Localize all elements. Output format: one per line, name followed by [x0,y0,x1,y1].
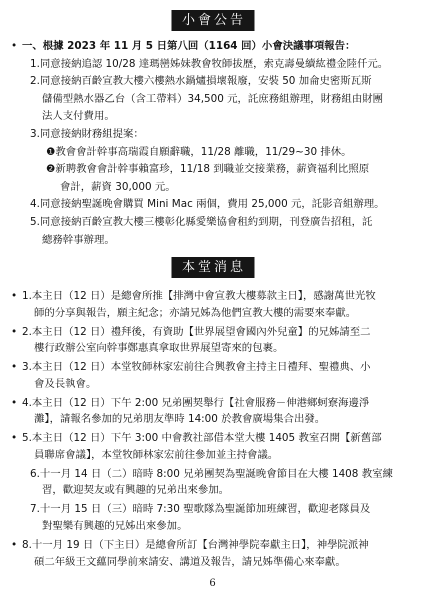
item-line: 總務幹事辦理。 [42,233,115,246]
news-item-8 [0,537,425,570]
council-item-4 [0,196,425,214]
news-item-2 [0,324,425,357]
item-line: 2.本主日（12 日）禮拜後，有資助【世界展望會國內外兒童】的兄姊請至二 [22,325,371,338]
subitem-line: 會計，薪資 30,000 元。 [60,180,176,193]
council-item-5 [0,214,425,249]
council-subitem-2 [0,161,425,179]
item-line: 4.同意接納聖誕晚會購買 Mini Mac 兩個，費用 25,000 元，託影音組辦理。 [30,198,385,211]
council-announcements-header: 小會公告 [171,10,254,31]
subitem-line: ❶教會會計幹事高瑞霞自願辭職，11/28 離職，11/29~30 排休。 [46,145,352,158]
item-line: 3.同意接納財務組提案： [30,127,144,140]
item-line: 習，歡迎契友或有興趣的兄弟出來參加。 [42,484,230,497]
item-line: 6.十一月 14 日（二）暗時 8:00 兄弟團契為聖誕晚會節目在大樓 1408 教室練 [30,467,393,480]
council-item-2 [0,73,425,126]
item-line: 3.本主日（12 日）本堂牧師林家宏前往合興教會主持主日禮拜、聖禮典、小 [22,361,371,374]
item-line: 2.同意接納百齡宣教大樓六樓熱水鍋爐損壞報廢，安裝 50 加侖史密斯瓦斯 [30,75,372,88]
item-line: 1.本主日（12 日）是總會所推【排灣中會宣教大樓募款主日】，感謝萬世光牧 [22,290,376,302]
item-line: 7.十一月 15 日（三）暗時 7:30 聖歌隊為聖誕節加班練習，歡迎老隊員及 [30,503,371,516]
news-item-6 [0,466,425,499]
bullet-marker: • [11,539,18,552]
news-item-7 [0,501,425,534]
bullet-marker: • [11,361,18,374]
subitem-line: ❷新聘教會會計幹事賴富珍，11/18 到職並交接業務，薪資福利比照原 [46,163,370,176]
news-item-1 [0,288,425,321]
council-announcements-section [0,38,425,249]
bullet-marker: • [11,325,18,338]
church-news-header: 本堂消息 [171,257,254,278]
news-item-5 [0,430,425,463]
item-line: 5.本主日（12 日）下午 3:00 中會教社部借本堂大樓 1405 教室召開【新舊部 [22,432,382,445]
item-line: 師的分享與報告，願主紀念；亦請兄姊為他們宣教大樓的需要來奉獻。 [34,306,357,319]
item-line: 樓行政辦公室向幹事鄭惠真拿取世界展望寄來的包裹。 [34,342,284,355]
council-intro-text: 一、根據 2023 年 11 月 5 日第八回（1164 回）小會決議事項報告： [22,40,356,52]
bullet-marker: • [11,40,18,52]
bullet-marker: • [11,432,18,445]
item-line: 碩二年級王文蘊同學前來請安、講道及報告，請兄姊準備心來奉獻。 [34,555,346,568]
bullet-marker: • [11,290,18,302]
council-item-1 [0,56,425,74]
item-line: 1.同意接納追認 10/28 達瑪巒姊妹教會牧師拔歷，索克壽曼續紘禮金陸仟元。 [30,57,389,70]
council-subitem-1 [0,144,425,162]
item-line: 員聯席會議】，本堂牧師林家宏前往參加並主持會議。 [34,448,279,461]
item-line: 灘】，請報名參加的兄弟朋友準時 14:00 於教會廣場集合出發。 [34,413,326,426]
news-item-4 [0,395,425,428]
church-news-section [0,288,425,573]
page-number: 6 [209,578,216,589]
news-item-3 [0,359,425,392]
council-item-3 [0,126,425,196]
item-line: 8.十一月 19 日（下主日）是總會所訂【台灣神學院奉獻主日】，神學院派神 [22,539,369,552]
item-line: 對聖樂有興趣的兄姊出來參加。 [42,520,188,533]
council-intro [0,38,425,56]
item-line: 4.本主日（12 日）下午 2:00 兄弟團契舉行【社會服務－伸港鄉蚵寮海邊淨 [22,396,370,409]
item-line: 法人支付費用。 [42,110,115,123]
item-line: 會及長執會。 [34,377,97,390]
bullet-marker: • [11,396,18,409]
item-line: 儲備型熱水器乙台（含工帶料）34,500 元，託庶務組辦理，財務組由財團 [42,92,383,105]
item-line: 5.同意接納百齡宣教大樓三樓彰化縣愛樂協會租約到期，刊登廣告招租，託 [30,215,373,228]
